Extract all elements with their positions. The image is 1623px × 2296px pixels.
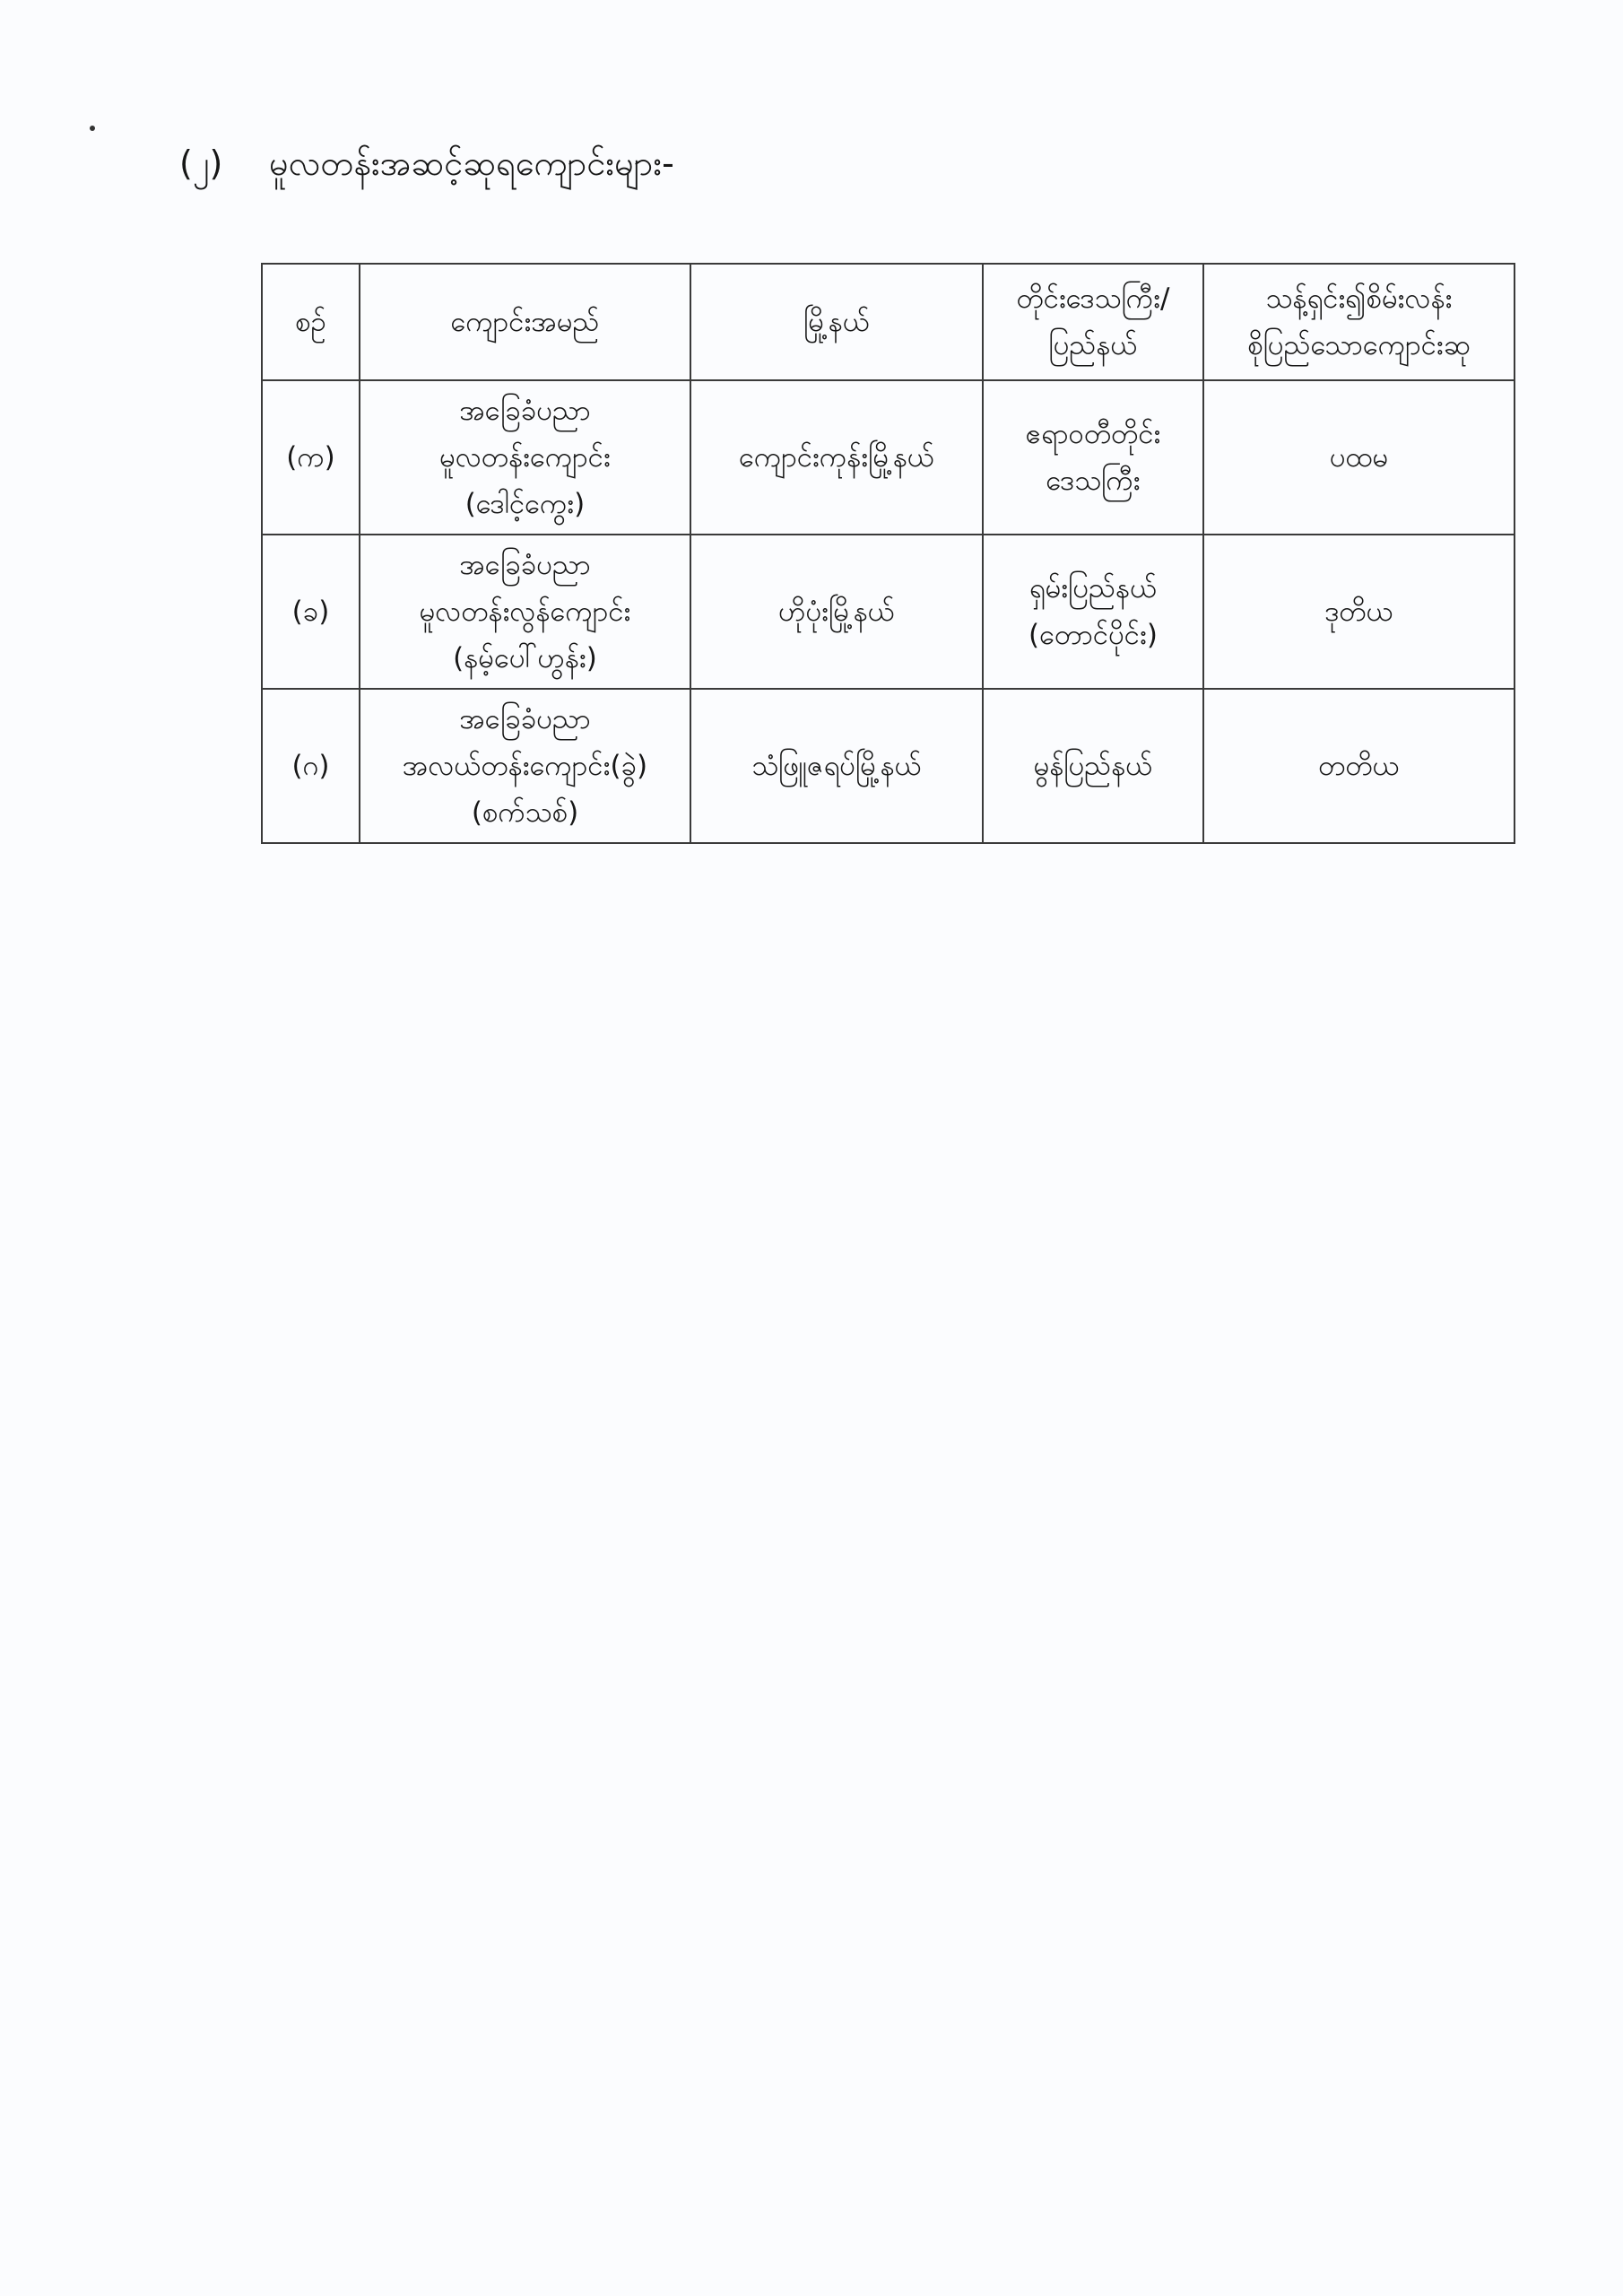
- header-township: မြို့နယ်: [690, 264, 983, 380]
- section-heading: [179, 136, 674, 190]
- section-number: (၂): [179, 144, 223, 183]
- cell-award: ဒုတိယ: [1203, 535, 1515, 689]
- table-row: [262, 535, 1515, 689]
- cell-school-name: အခြေခံပညာ အလယ်တန်းကျောင်း(ခွဲ) (စက်သစ်): [360, 689, 690, 843]
- cell-serial: (က): [262, 380, 360, 535]
- header-region-state: တိုင်းဒေသကြီး/ ပြည်နယ်: [983, 264, 1203, 380]
- cell-township: သံဖြူဇရပ်မြို့နယ်: [690, 689, 983, 843]
- cell-region: ရှမ်းပြည်နယ် (တောင်ပိုင်း): [983, 535, 1203, 689]
- section-title: မူလတန်းအဆင့်ဆုရကျောင်းများ-: [269, 144, 674, 183]
- cell-award: ပထမ: [1203, 380, 1515, 535]
- header-serial: စဉ်: [262, 264, 360, 380]
- cell-school-name: အခြေခံပညာ မူလတန်းလွန်ကျောင်း (နမ့်ပေါ်ဟွန်း): [360, 535, 690, 689]
- cell-township: ဟိုပုံးမြို့နယ်: [690, 535, 983, 689]
- cell-serial: (ဂ): [262, 689, 360, 843]
- table-row: [262, 689, 1515, 843]
- cell-award: တတိယ: [1203, 689, 1515, 843]
- award-schools-table: [261, 263, 1515, 844]
- cell-serial: (ခ): [262, 535, 360, 689]
- cell-township: ကျောင်းကုန်းမြို့နယ်: [690, 380, 983, 535]
- header-award: သန့်ရှင်း၍စိမ်းလန်း စိုပြည်သောကျောင်းဆု: [1203, 264, 1515, 380]
- cell-region: မွန်ပြည်နယ်: [983, 689, 1203, 843]
- scan-speck: [90, 126, 95, 131]
- cell-region: ဧရာဝတီတိုင်း ဒေသကြီး: [983, 380, 1203, 535]
- header-school-name: ကျောင်းအမည်: [360, 264, 690, 380]
- table-row: [262, 380, 1515, 535]
- cell-school-name: အခြေခံပညာ မူလတန်းကျောင်း (ဒေါင့်ကွေး): [360, 380, 690, 535]
- table-header-row: [262, 264, 1515, 380]
